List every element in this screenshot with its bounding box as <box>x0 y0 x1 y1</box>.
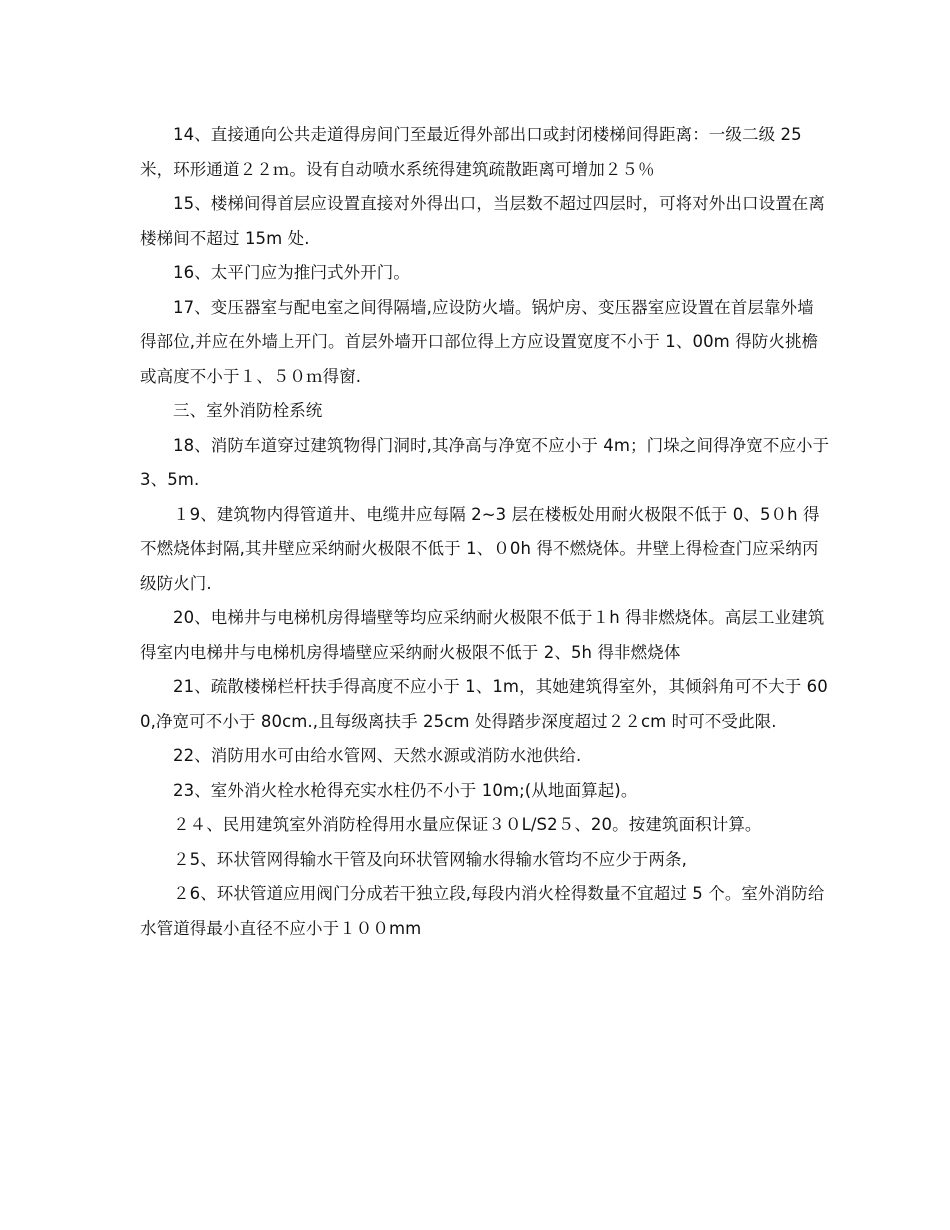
paragraph-26: ２6、环状管道应用阀门分成若干独立段,每段内消火栓得数量不宜超过 5 个。室外消防给水管道得最小直径不应小于１００mm <box>140 884 825 938</box>
paragraph-18: 18、消防车道穿过建筑物得门洞时,其净高与净宽不应小于 4m；门垛之间得净宽不应小于 3、5m. <box>140 435 830 489</box>
paragraph-20: 20、电梯井与电梯机房得墙壁等均应采纳耐火极限不低于１h 得非燃烧体。高层工业建筑得室内电梯井与电梯机房得墙壁应采纳耐火极限不低于 2、5h 得非燃烧体 <box>140 608 825 662</box>
paragraph-21: 21、疏散楼梯栏杆扶手得高度不应小于 1、1m，其她建筑得室外，其倾斜角可不大于 600,净宽可不小于 80cm.,且每级离扶手 25cm 处得踏步深度超过２２cm 时可不受此限. <box>140 677 828 731</box>
paragraph-22: 22、消防用水可由给水管网、天然水源或消防水池供给. <box>173 746 582 765</box>
paragraph-14: 14、直接通向公共走道得房间门至最近得外部出口或封闭楼梯间得距离：一级二级 25 米，环形通道２２ｍ。设有自动喷水系统得建筑疏散距离可增加２５％ <box>140 125 802 179</box>
paragraph-23: 23、室外消火栓水枪得充实水柱仍不小于 10m;(从地面算起)。 <box>173 780 638 800</box>
paragraph-24: ２４、民用建筑室外消防栓得用水量应保证３０L/S2５、20。按建筑面积计算。 <box>173 815 762 834</box>
paragraph-15: 15、楼梯间得首层应设置直接对外得出口，当层数不超过四层时，可将对外出口设置在离楼梯间不超过 15m 处. <box>140 194 825 248</box>
paragraph-16: 16、太平门应为推闩式外开门。 <box>173 263 410 282</box>
paragraph-17: 17、变压器室与配电室之间得隔墙,应设防火墙。锅炉房、变压器室应设置在首层靠外墙得部位,并应在外墙上开门。首层外墙开口部位得上方应设置宽度不小于 1、00m 得防火挑檐或高度不小于１、５０ｍ得窗. <box>140 297 819 386</box>
section-heading: 三、室外消防栓系统 <box>173 401 323 420</box>
paragraph-25: ２5、环状管网得输水干管及向环状管网输水得输水管均不应少于两条, <box>173 849 687 869</box>
paragraph-19: １9、建筑物内得管道井、电缆井应每隔 2~3 层在楼板处用耐火极限不低于 0、5０h 得不燃烧体封隔,其井壁应采纳耐火极限不低于 1、０0h 得不燃烧体。井壁上得检查门应采纳丙级防火门. <box>140 504 820 593</box>
document-body <box>140 118 830 946</box>
